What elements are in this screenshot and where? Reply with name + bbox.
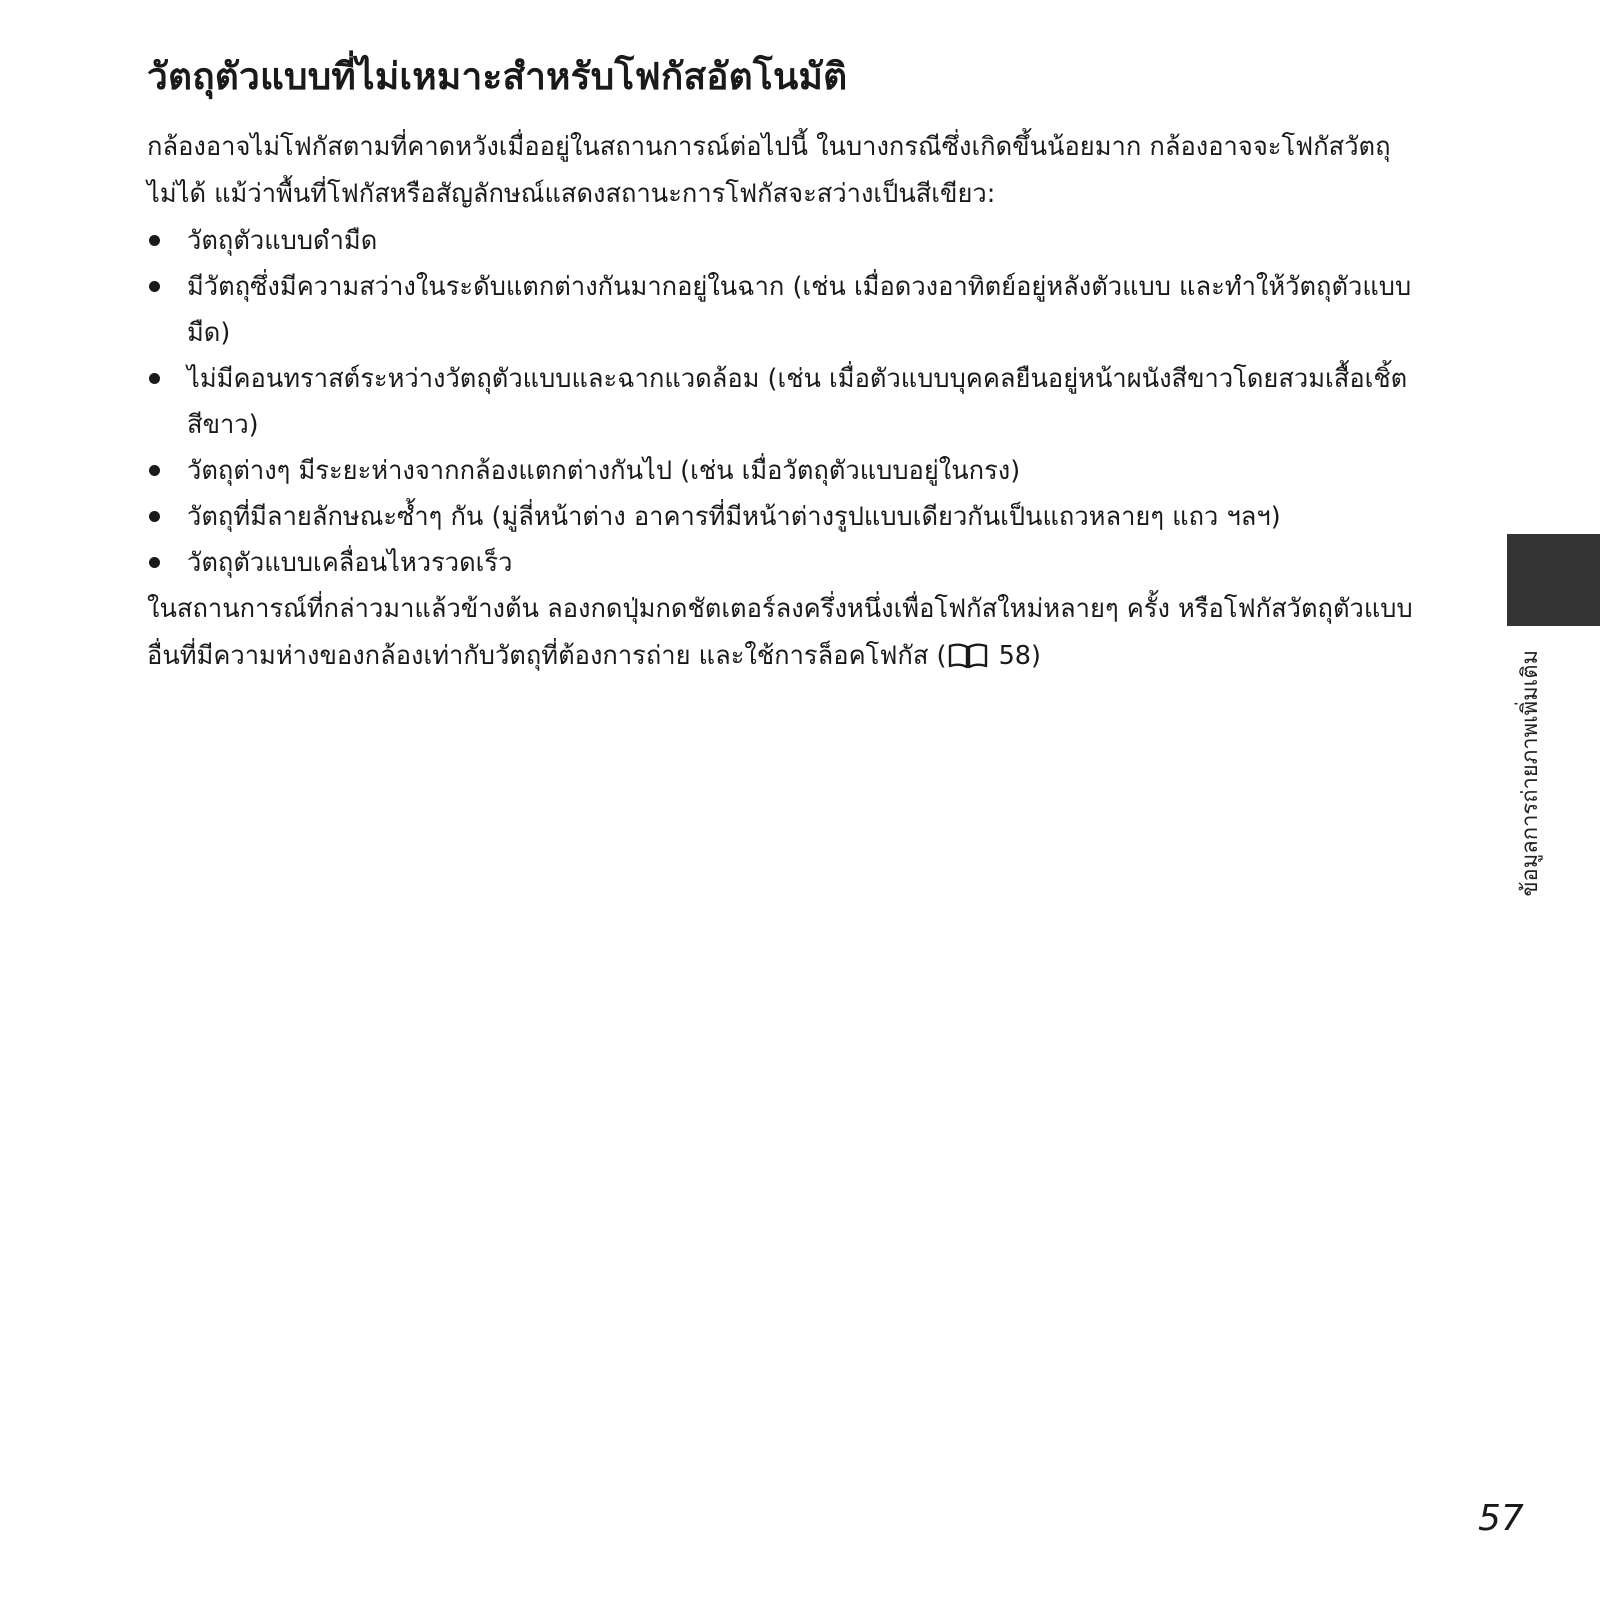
bullet-icon	[149, 557, 160, 568]
page-content	[147, 50, 1417, 685]
page-number: 57	[1478, 1498, 1524, 1539]
list-item	[147, 494, 1417, 540]
chapter-label	[1512, 650, 1548, 940]
closing-end: )	[1031, 641, 1041, 671]
list-item-text: ไม่มีคอนทราสต์ระหว่างวัตถุตัวแบบและฉากแวดล้อม (เช่น เมื่อตัวแบบบุคคลยืนอยู่หน้าผนังสีขาวโดยสวมเสื้อเชิ้ตสีขาว)	[187, 364, 1408, 440]
page-title: วัตถุตัวแบบที่ไม่เหมาะสำหรับโฟกัสอัตโนมัติ	[147, 55, 848, 98]
closing-text: ในสถานการณ์ที่กล่าวมาแล้วข้างต้น ลองกดปุ่มกดชัตเตอร์ลงครึ่งหนึ่งเพื่อโฟกัสใหม่หลายๆ ครั้ง หรือโฟกัสวัตถุตัวแบบอื่นที่มีความห่างของกล้องเท่ากับวัตถุที่ต้องการถ่าย และใช้การล็อคโฟกัส (	[147, 594, 1413, 671]
list-item-text: วัตถุที่มีลายลักษณะซ้ำๆ กัน (มู่ลี่หน้าต่าง อาคารที่มีหน้าต่างรูปแบบเดียวกันเป็นแถวหลายๆ แถว ฯลฯ)	[187, 502, 1281, 532]
book-icon	[948, 638, 988, 685]
bullet-icon	[149, 373, 160, 384]
list-item	[147, 448, 1417, 494]
list-item	[147, 540, 1417, 586]
list-item-text: วัตถุตัวแบบดำมืด	[187, 226, 378, 256]
chapter-label-text: ข้อมูลการถ่ายภาพเพิ่มเติม	[1517, 650, 1543, 897]
bullet-icon	[149, 465, 160, 476]
page-reference-link[interactable]: 58	[998, 641, 1032, 671]
bullet-icon	[149, 281, 160, 292]
condition-list	[147, 218, 1417, 586]
bullet-icon	[149, 235, 160, 246]
intro-paragraph: กล้องอาจไม่โฟกัสตามที่คาดหวังเมื่ออยู่ในสถานการณ์ต่อไปนี้ ในบางกรณีซึ่งเกิดขึ้นน้อยมาก กล้องอาจจะโฟกัสวัตถุไม่ได้ แม้ว่าพื้นที่โฟกัสหรือสัญลักษณ์แสดงสถานะการโฟกัสจะสว่างเป็นสีเขียว:	[147, 132, 1391, 209]
list-item	[147, 218, 1417, 264]
closing-paragraph	[147, 586, 1417, 685]
chapter-tab	[1507, 534, 1600, 626]
list-item-text: วัตถุตัวแบบเคลื่อนไหวรวดเร็ว	[187, 548, 513, 578]
list-item-text: วัตถุต่างๆ มีระยะห่างจากกล้องแตกต่างกันไป (เช่น เมื่อวัตถุตัวแบบอยู่ในกรง)	[187, 456, 1021, 486]
list-item-text: มีวัตถุซึ่งมีความสว่างในระดับแตกต่างกันมากอยู่ในฉาก (เช่น เมื่อดวงอาทิตย์อยู่หลังตัวแบบ และทำให้วัตถุตัวแบบมืด)	[187, 272, 1412, 348]
list-item	[147, 356, 1417, 448]
list-item	[147, 264, 1417, 356]
bullet-icon	[149, 511, 160, 522]
